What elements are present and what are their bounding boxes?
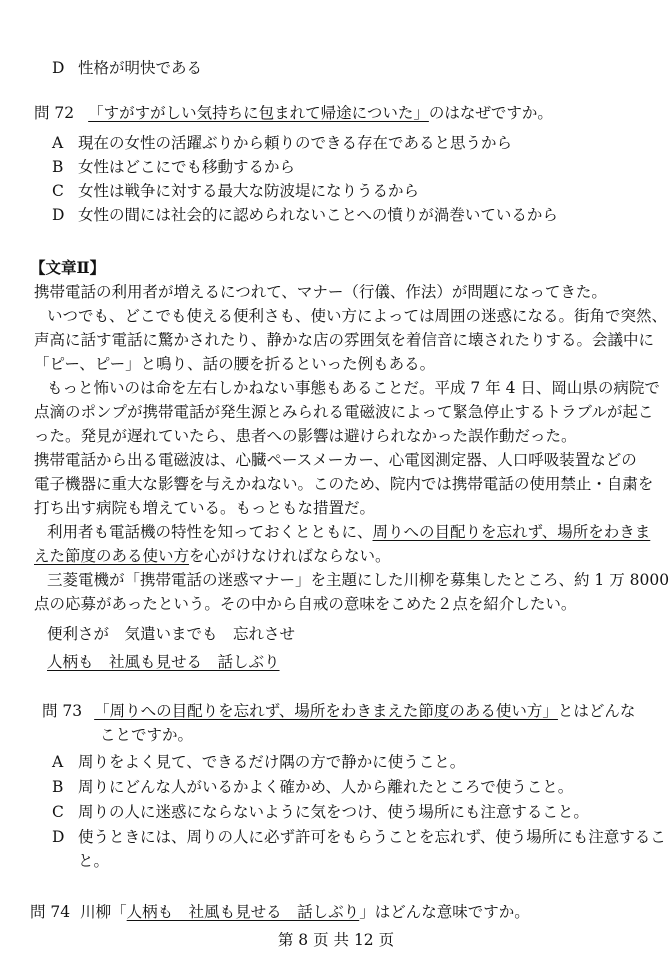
q73-option-c bbox=[52, 802, 589, 822]
question-quote: 「周りへの目配りを忘れず、場所をわきまえた節度のある使い方」 bbox=[94, 702, 558, 720]
q73-option-d-cont: と。 bbox=[78, 852, 110, 870]
q72-option-a bbox=[52, 133, 512, 153]
q72-question bbox=[34, 103, 553, 123]
passage-p6-line1: 三菱電機が「携帯電話の迷惑マナー」を主題にした川柳を募集したところ、約 1 万 8000 bbox=[47, 571, 670, 589]
passage-p4-line1: 携帯電話から出る電磁波は、心臓ペースメーカー、心電図測定器、人口呼吸装置などの bbox=[34, 451, 637, 469]
q73-option-b bbox=[52, 777, 573, 797]
option-text: 女性は戦争に対する最大な防波堤になりうるから bbox=[78, 182, 420, 200]
option-letter: C bbox=[52, 182, 64, 200]
passage-underlined: 周りへの目配りを忘れず、場所をわきま bbox=[372, 523, 651, 541]
q73-option-d bbox=[52, 827, 666, 847]
option-text: 女性はどこにでも移動するから bbox=[78, 158, 296, 176]
page-footer: 第 8 页 共 12 页 bbox=[277, 931, 395, 949]
question-number: 問 72 bbox=[34, 104, 75, 122]
question-text: 」はどんな意味ですか。 bbox=[359, 903, 530, 921]
option-letter: B bbox=[52, 778, 64, 796]
passage-p5-line2 bbox=[34, 546, 391, 566]
q72-option-b bbox=[52, 157, 295, 177]
option-letter: A bbox=[52, 134, 64, 152]
q74-question bbox=[30, 902, 530, 922]
option-text: 周りの人に迷惑にならないように気をつけ、使う場所にも注意すること。 bbox=[78, 803, 589, 821]
option-text: 周りにどんな人がいるかよく確かめ、人から離れたところで使うこと。 bbox=[78, 778, 574, 796]
option-letter: D bbox=[52, 59, 65, 77]
passage-underlined: えた節度のある使い方 bbox=[34, 547, 190, 565]
question-text: のはなぜですか。 bbox=[428, 104, 553, 122]
passage-p2-line1: いつでも、どこでも使える便利さも、使い方によっては周囲の迷惑になる。街角で突然、 bbox=[47, 307, 668, 325]
q73-question-cont: ことですか。 bbox=[100, 726, 194, 744]
q73-option-a bbox=[52, 752, 465, 772]
passage-p2-line3: 「ピー、ピー」と鳴り、話の腰を折るといった例もある。 bbox=[34, 355, 436, 373]
option-letter: D bbox=[52, 206, 65, 224]
passage-text: 利用者も電話機の特性を知っておくとともに、 bbox=[47, 523, 373, 541]
passage-p5-line1 bbox=[47, 522, 650, 542]
question-quote: 人柄も 社風も見せる 話しぶり bbox=[126, 903, 360, 921]
question-text: 川柳「 bbox=[80, 903, 127, 921]
q72-option-c bbox=[52, 181, 419, 201]
question-number: 問 73 bbox=[42, 702, 83, 720]
question-number: 問 74 bbox=[30, 903, 71, 921]
q73-question bbox=[42, 701, 635, 721]
option-text: 周りをよく見て、できるだけ隅の方で静かに使うこと。 bbox=[78, 753, 466, 771]
question-text: とはどんな bbox=[557, 702, 636, 720]
senryu-1: 便利さが 気遣いまでも 忘れさせ bbox=[47, 625, 296, 643]
passage-p3-line3: った。発見が遅れていたら、患者への影響は避けられなかった誤作動だった。 bbox=[34, 427, 577, 445]
section-heading: 【文章Ⅱ】 bbox=[30, 258, 106, 277]
option-letter: C bbox=[52, 803, 64, 821]
option-text: 現在の女性の活躍ぶりから頼りのできる存在であると思うから bbox=[78, 134, 513, 152]
option-letter: D bbox=[52, 828, 65, 846]
question-quote: 「すがすがしい気持ちに包まれて帰途についた」 bbox=[88, 104, 429, 122]
passage-p3-line1: もっと怖いのは命を左右しかねない事態もあることだ。平成 7 年 4 日、岡山県の病院で bbox=[47, 379, 660, 397]
option-text: 使うときには、周りの人に必ず許可をもらうことを忘れず、使う場所にも注意するこ bbox=[78, 828, 666, 846]
passage-p4-line2: 電子機器に重大な影響を与えかねない。このため、院内では携帯電話の使用禁止・自粛を bbox=[34, 475, 654, 493]
option-text: 性格が明快である bbox=[78, 59, 203, 77]
option-text: 女性の間には社会的に認められないことへの憤りが渦巻いているから bbox=[78, 206, 558, 224]
q71-option-d bbox=[52, 58, 202, 78]
q72-option-d bbox=[52, 205, 558, 225]
option-letter: B bbox=[52, 158, 64, 176]
option-letter: A bbox=[52, 753, 64, 771]
passage-p4-line3: 打ち出す病院も増えている。もっともな措置だ。 bbox=[34, 499, 376, 517]
passage-text: を心がけなければならない。 bbox=[189, 547, 391, 565]
passage-p2-line2: 声高に話す電話に驚かされたり、静かな店の雰囲気を着信音に壊されたりする。会議中に bbox=[34, 331, 655, 349]
passage-p6-line2: 点の応募があったという。その中から自戒の意味をこめた２点を紹介したい。 bbox=[34, 595, 577, 613]
passage-p3-line2: 点滴のポンプが携帯電話が発生源とみられる電磁波によって緊急停止するトラブルが起こ bbox=[34, 403, 654, 421]
senryu-2: 人柄も 社風も見せる 話しぶり bbox=[47, 653, 280, 671]
passage-p1: 携帯電話の利用者が増えるにつれて、マナー（行儀、作法）が問題になってきた。 bbox=[34, 283, 607, 301]
